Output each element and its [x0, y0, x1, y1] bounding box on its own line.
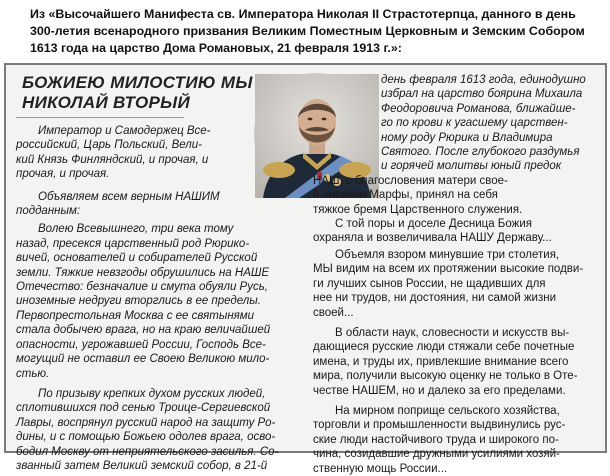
title-line-2: НИКОЛАЙ ВТОРЫЙ — [22, 93, 190, 112]
title-line-1: БОЖИЕЮ МИЛОСТИЮ МЫ — [22, 73, 253, 92]
paragraph-address — [16, 190, 301, 219]
text-line: Святого. После глубокого раздумья — [381, 146, 580, 159]
text-line: российский, Царь Польский, Вели- — [16, 139, 202, 152]
paragraph-history — [16, 222, 301, 380]
text-line: опасности, угрожавшей России, Господь Все- — [16, 338, 266, 351]
text-line: Лавры, воспрянул русский народ на защиту Ро- — [16, 416, 276, 429]
paragraph-election-cont — [313, 174, 599, 246]
header-line: 1613 года на царство Дома Романовых, 21 февраля 1913 г.»: — [30, 41, 402, 55]
paragraph-titles — [16, 124, 211, 182]
text-line: НАШ, с благословения матери свое- — [313, 174, 508, 187]
manifesto-title — [16, 73, 301, 113]
text-line: мира, получили высокую оценку не только в Оте- — [313, 370, 578, 383]
paragraph-election — [313, 73, 599, 174]
text-line: могущий не оставил ее Своею Великою мило- — [16, 353, 270, 366]
text-line: Объявляем всем верным НАШИМ — [38, 190, 220, 203]
text-line: тяжкое бремя Царственного служения. — [313, 203, 523, 216]
text-line: По призыву крепких духом русских людей, — [38, 387, 266, 400]
text-line: чина, созидавшие дружными усилиями хозяй- — [313, 448, 560, 461]
text-line: МЫ видим на всем их протяжении высокие подви- — [313, 263, 584, 276]
text-line: Волею Всевышнего, три века тому — [38, 223, 234, 236]
text-line: подданным: — [16, 205, 81, 218]
text-line: день февраля 1613 года, единодушно — [381, 74, 586, 86]
text-line: избрал на царство боярина Михаила — [381, 88, 583, 101]
text-line: стала добычею врага, но на краю величайшей — [16, 324, 271, 337]
text-line: званный затем Великий земский собор, в 21-й — [16, 459, 268, 472]
text-line: сплотившихся под сенью Троице-Сергиевской — [16, 402, 271, 415]
text-line: ственную мощь России... — [313, 462, 448, 475]
text-line: охраняла и возвеличивала НАШУ Державу... — [313, 232, 552, 245]
paragraph-economy — [313, 404, 599, 476]
text-line: На мирном поприще сельского хозяйства, — [335, 404, 560, 417]
text-line: В области наук, словесности и искусств вы- — [335, 326, 570, 339]
text-line: прочая, и прочая. — [16, 168, 110, 181]
text-line: бодил Москву от неприятельского засилья. Со- — [16, 445, 279, 458]
text-line: Первопрестольная Москва с ее святынями — [16, 309, 255, 322]
text-line: Отечество: безначалие и смута обуяли Русь, — [16, 281, 268, 294]
text-line: дины, и с помощью Божьею одолев врага, осво- — [16, 431, 276, 444]
paragraph-sciences — [313, 326, 599, 398]
paragraph-liberation — [16, 387, 301, 473]
paragraph-centuries — [313, 248, 599, 320]
text-line: нее ни трудов, ни достояния, ни самой жизни — [313, 292, 556, 305]
text-line: стью. — [16, 367, 50, 380]
text-line: го по крови к угасшему царствен- — [381, 117, 568, 130]
text-line: земли. Тяжкие невзгоды обрушились на НАШЕ — [16, 266, 270, 279]
text-line: назад, пресекся царственный род Рюрико- — [16, 237, 250, 250]
manifesto-text-frame — [4, 63, 607, 475]
text-line: честве НАШЕМ, но и далеко за его пределами. — [313, 384, 566, 397]
manifesto-intro-header — [0, 0, 610, 62]
text-line: имена, и труды их, привлекшие внимание всего — [313, 355, 569, 368]
manifesto-left-column — [16, 73, 301, 473]
text-line: С той поры и доселе Десница Божия — [335, 218, 532, 231]
text-line: ские люди настойчивого труда и широкого по- — [313, 433, 559, 446]
text-line: и горячей молитвы юный предок — [381, 160, 562, 173]
text-line: Император и Самодержец Все- — [38, 125, 211, 137]
text-line: иноземные недруги вторглись в ее пределы. — [16, 295, 261, 308]
header-line: Из «Высочайшего Манифеста св. Императора Николая II Страстотерпца, данного в день — [30, 7, 576, 21]
text-line: кий Князь Финляндский, и прочая, и — [16, 153, 209, 166]
text-line: Объемля взором минувшие три столетия, — [335, 248, 560, 261]
text-line: й инокини Марфы, принял на себя — [313, 189, 498, 202]
text-line: своей... — [313, 306, 354, 319]
text-line: Феодоровича Романова, ближайше- — [381, 102, 576, 115]
text-line: ному роду Рюрика и Владимира — [381, 131, 553, 144]
text-line: ги лучших сынов России, не щадивших для — [313, 277, 546, 290]
manifesto-right-column — [313, 73, 599, 476]
text-line: торговли и промышленности выдвинулись рус- — [313, 419, 566, 432]
header-line: 300-летия всенародного призвания Великим Поместным Церковным и Земским Собором — [30, 24, 585, 38]
title-divider — [16, 117, 184, 118]
text-line: вичей, основателей и собирателей Русской — [16, 252, 258, 265]
text-line: дающиеся русские люди стяжали себе почетные — [313, 341, 575, 354]
